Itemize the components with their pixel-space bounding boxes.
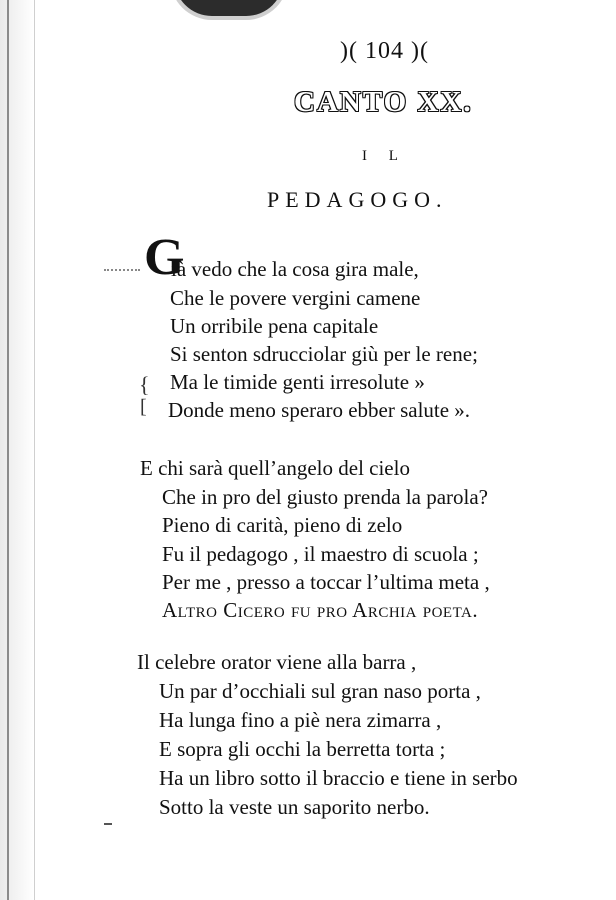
margin-dotted-line <box>104 269 140 271</box>
verse-line: Donde meno speraro ebber salute ». <box>168 398 471 422</box>
binding-edge <box>7 0 9 900</box>
verse-line: E chi sarà quell’angelo del cielo <box>140 456 410 480</box>
verse-line: Sotto la veste un saporito nerbo. <box>159 795 430 819</box>
verse-line: Altro Cicero fu pro Archia poeta. <box>162 598 479 622</box>
verse-line: Si senton sdrucciolar giù per le rene; <box>170 342 478 366</box>
top-ink-blot <box>170 0 288 20</box>
subtitle-article: I L <box>362 148 407 164</box>
verse-line: E sopra gli occhi la berretta torta ; <box>159 737 446 761</box>
verse-line: Un par d’occhiali sul gran naso porta , <box>159 679 481 703</box>
canto-subtitle: PEDAGOGO. <box>267 187 448 212</box>
verse-line: Un orribile pena capitale <box>170 314 379 338</box>
drop-cap: G <box>144 229 185 286</box>
margin-bracket-mark: [ <box>140 396 147 418</box>
margin-bracket-mark: { <box>139 372 150 397</box>
margin-tick-mark <box>104 823 112 825</box>
verse-line: Fu il pedagogo , il maestro di scuola ; <box>162 542 479 566</box>
page-gutter <box>0 0 35 900</box>
verse-line: Ma le timide genti irresolute » <box>170 370 425 394</box>
verse-line: Ha lunga fino a piè nera zimarra , <box>159 708 442 732</box>
canto-title: CANTO XX. <box>294 86 473 118</box>
verse-line: Che le povere vergini camene <box>170 286 421 310</box>
verse-line: Che in pro del giusto prenda la parola? <box>162 485 488 509</box>
verse-line: Il celebre orator viene alla barra , <box>137 650 417 674</box>
verse-line: Ha un libro sotto il braccio e tiene in serbo <box>159 766 518 790</box>
verse-line: Pieno di carità, pieno di zelo <box>162 513 403 537</box>
verse-line: ià vedo che la cosa gira male, <box>171 257 419 281</box>
page-number: )( 104 )( <box>340 38 429 64</box>
verse-line: Per me , presso a toccar l’ultima meta , <box>162 570 490 594</box>
